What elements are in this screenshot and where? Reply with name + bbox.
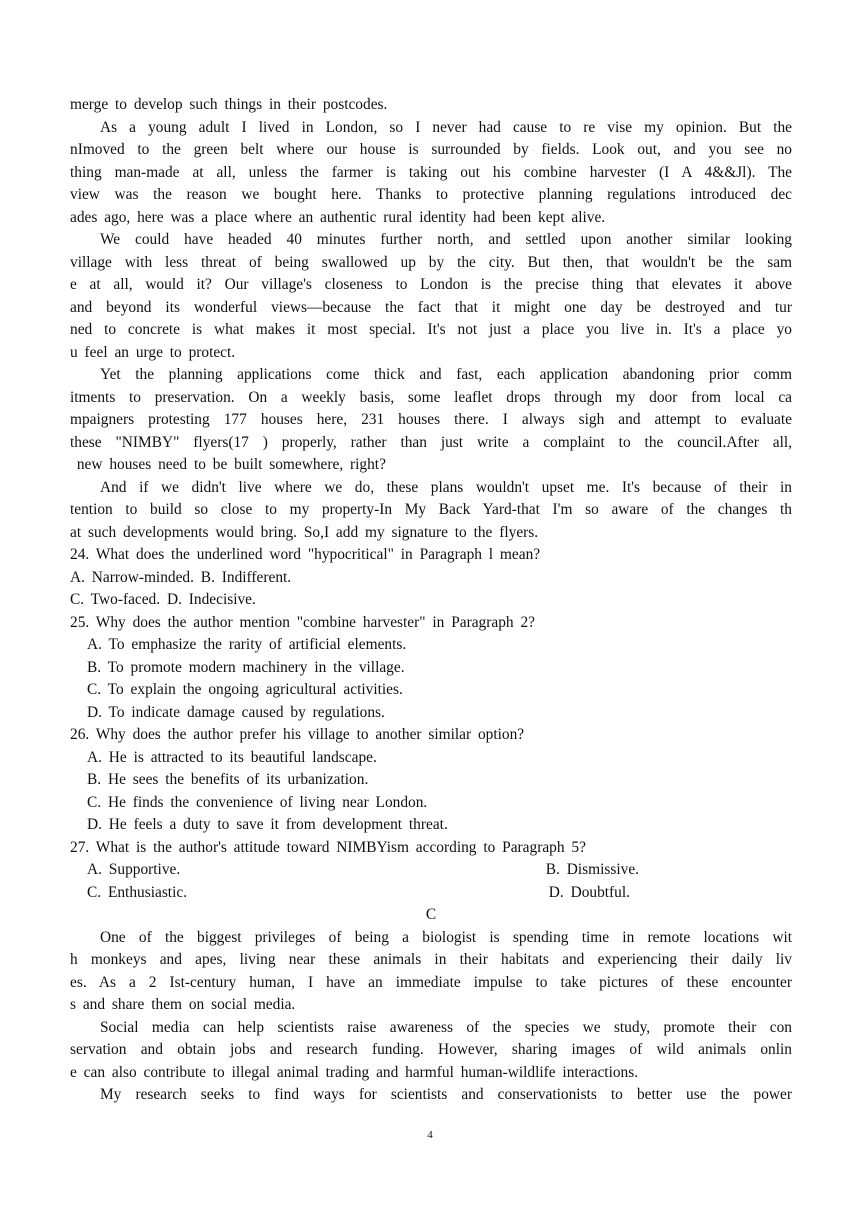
text-line: As a young adult I lived in London, so I never had cause to re vise my opinion. But the <box>100 118 792 136</box>
text-line: Social media can help scientists raise awareness of the species we study, promote their con <box>100 1018 792 1036</box>
text-line: ades ago, here was a place where an authentic rural identity had been kept alive. <box>70 208 606 226</box>
text-line: these "NIMBY" flyers(17 ) properly, rather than just write a complaint to the council.After all, <box>70 433 792 451</box>
text-line: s and share them on social media. <box>70 996 296 1013</box>
option-c: C. He finds the convenience of living near London. <box>87 793 428 811</box>
text-line: And if we didn't live where we do, these plans wouldn't upset me. It's because of their in <box>100 478 792 496</box>
text-line: ned to concrete is what makes it most special. It's not just a place you live in. It's a place yo <box>70 321 792 338</box>
text-line: u feel an urge to protect. <box>70 343 236 361</box>
document-page <box>70 94 792 1107</box>
text-line: village with less threat of being swallowed up by the city. But then, that wouldn't be the sam <box>70 253 792 271</box>
text-line: mpaigners protesting 177 houses here, 231 houses there. I always sigh and attempt to evaluate <box>70 411 792 428</box>
text-line: nImoved to the green belt where our house is surrounded by fields. Look out, and you see no <box>70 141 792 158</box>
text-line: view was the reason we bought here. Thanks to protective planning regulations introduced dec <box>70 186 792 203</box>
text-line: es. As a 2 Ist-century human, I have an immediate impulse to take pictures of these encounter <box>70 973 792 991</box>
option-c: C. Enthusiastic. <box>87 883 188 901</box>
text-line: My research seeks to find ways for scientists and conservationists to better use the power <box>100 1086 792 1103</box>
option-a: A. He is attracted to its beautiful landscape. <box>87 748 377 766</box>
option-line: C. Two-faced. D. Indecisive. <box>70 591 256 608</box>
option-d: D. He feels a duty to save it from development threat. <box>87 816 448 833</box>
question-27: 27. What is the author's attitude toward NIMBYism according to Paragraph 5? <box>70 838 586 856</box>
text-line: itments to preservation. On a weekly basis, some leaflet drops through my door from local ca <box>70 388 792 406</box>
option-b: B. To promote modern machinery in the village. <box>87 658 405 676</box>
section-heading: C <box>425 906 437 923</box>
page-number: 4 <box>427 1129 433 1141</box>
text-line: h monkeys and apes, living near these animals in their habitats and experiencing their daily liv <box>70 951 792 968</box>
option-d: D. Doubtful. <box>548 883 630 901</box>
question-24: 24. What does the underlined word "hypocritical" in Paragraph l mean? <box>70 546 541 563</box>
text-line: e at all, would it? Our village's closeness to London is the precise thing that elevates it above <box>70 276 792 293</box>
question-26: 26. Why does the author prefer his village to another similar option? <box>70 726 525 743</box>
text-line: One of the biggest privileges of being a biologist is spending time in remote locations wit <box>100 928 792 946</box>
text-line: thing man-made at all, unless the farmer is taking out his combine harvester (I A 4&&Jl). The <box>70 163 792 181</box>
option-c: C. To explain the ongoing agricultural activities. <box>87 681 403 698</box>
option-line: A. Narrow-minded. B. Indifferent. <box>70 568 292 586</box>
option-a: A. Supportive. <box>87 861 181 878</box>
text-line: Yet the planning applications come thick and fast, each application abandoning prior comm <box>100 366 792 383</box>
text-line: servation and obtain jobs and research funding. However, sharing images of wild animals onlin <box>70 1041 792 1058</box>
option-a: A. To emphasize the rarity of artificial elements. <box>87 636 407 653</box>
option-d: D. To indicate damage caused by regulations. <box>87 703 385 721</box>
option-row <box>70 859 792 882</box>
text-line: e can also contribute to illegal animal trading and harmful human-wildlife interactions. <box>70 1063 639 1081</box>
option-b: B. Dismissive. <box>545 861 639 878</box>
text-line: and beyond its wonderful views—because the fact that it might one day be destroyed and tur <box>70 298 792 316</box>
option-b: B. He sees the benefits of its urbanization. <box>87 771 369 788</box>
text-line: tention to build so close to my property-In My Back Yard-that I'm so aware of the changes th <box>70 501 792 518</box>
option-row <box>70 882 792 905</box>
text-line: at such developments would bring. So,I add my signature to the flyers. <box>70 523 539 541</box>
question-25: 25. Why does the author mention "combine harvester" in Paragraph 2? <box>70 613 535 631</box>
text-line: merge to develop such things in their postcodes. <box>70 96 388 113</box>
text-line: We could have headed 40 minutes further north, and settled upon another similar looking <box>100 231 792 248</box>
text-line: new houses need to be built somewhere, right? <box>70 456 386 473</box>
